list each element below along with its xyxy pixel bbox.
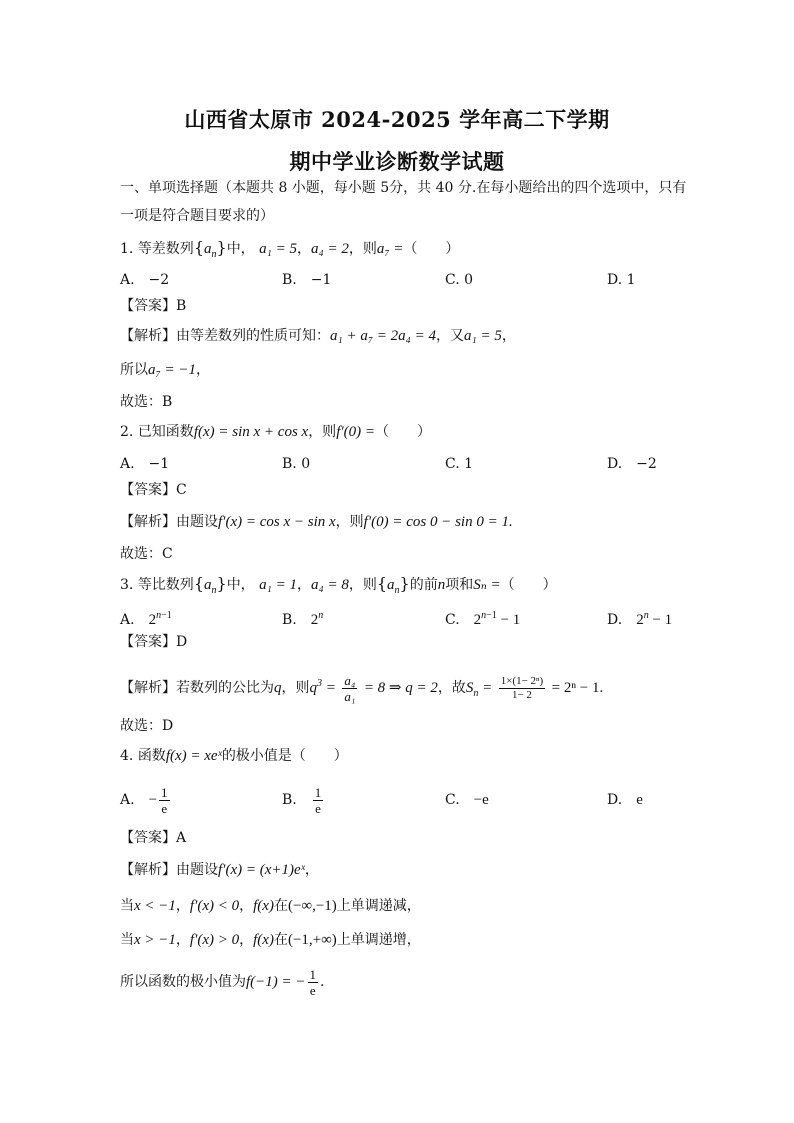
- q4-option-d: D. e: [607, 792, 643, 808]
- q1-option-a: A. −2: [120, 272, 170, 288]
- q4-analysis-line2: 当x < −1，f′(x) < 0，f(x)在(−∞,−1)上单调递减，: [120, 898, 421, 914]
- q4-analysis-line3: 当x > −1，f′(x) > 0，f(x)在(−1,+∞)上单调递增，: [120, 932, 421, 948]
- q1-choose: 故选：B: [120, 394, 173, 410]
- q2-analysis: 【解析】由题设f′(x) = cos x − sin x，则f′(0) = cos 0 − sin 0 = 1.: [120, 514, 513, 530]
- q3-option-c: C. $2^{n-1} - 1$: [445, 610, 521, 628]
- q4-answer: 【答案】A: [120, 830, 187, 846]
- q3-option-b: B. 2$^n$: [282, 610, 324, 628]
- q4-option-c: C. −e: [445, 792, 489, 808]
- q3-answer: 【答案】D: [120, 634, 188, 650]
- section-heading-cont: 一项是符合题目要求的）: [120, 208, 274, 224]
- q2-option-c: C. 1: [445, 456, 474, 472]
- q1-option-d: D. 1: [607, 272, 636, 288]
- q4-analysis-line4: 所以函数的极小值为f(−1) = − $\frac{1}{e}$ .: [120, 966, 325, 998]
- q3-choose: 故选：D: [120, 718, 174, 734]
- q3-analysis: 【解析】若数列的公比为q，则$q^3$ = $\frac{\text{a₄}}{\text{a₁}}$ = 8 ⇒ q = 2，故$S_n$ = $\frac{\text{1×(1− 2ⁿ)}}{1- 2}$ = 2ⁿ − 1.: [120, 672, 604, 704]
- q2-option-b: B. 0: [282, 456, 311, 472]
- q1-option-b: B. −1: [282, 272, 332, 288]
- q3-option-d: D. $2^n - 1$: [607, 610, 673, 628]
- question-2-stem: 2. 已知函数f(x) = sin x + cos x，则f′(0) =（ ）: [120, 424, 431, 440]
- question-4-stem: 4. 函数f(x) = xeˣ的极小值是（ ）: [120, 748, 348, 764]
- q2-option-d: D. −2: [607, 456, 657, 472]
- q1-answer: 【答案】B: [120, 298, 187, 314]
- q2-option-a: A. −1: [120, 456, 170, 472]
- q2-choose: 故选：C: [120, 546, 173, 562]
- q2-answer: 【答案】C: [120, 482, 187, 498]
- q1-analysis: 【解析】由等差数列的性质可知：a₁ + a₇ = 2a₄ = 4，又a₁ = 5，: [120, 328, 516, 344]
- sum-fraction: $\frac{\text{1×(1− 2ⁿ)}}{1- 2}$: [500, 674, 544, 701]
- q4-option-b: B. $\frac{1}{e}$: [282, 784, 322, 816]
- page-title-line1: 山西省太原市 2024-2025 学年高二下学期: [184, 107, 610, 132]
- ratio-fraction: $\frac{\text{a₄}}{\text{a₁}}$: [344, 672, 356, 704]
- page-title-line2: 期中学业诊断数学试题: [289, 149, 505, 174]
- question-3-stem: 3. 等比数列$\{a_n\}$中， a₁ = 1，a₄ = 8，则$\{a_n\}$的前n项和Sₙ =（ ）: [120, 574, 557, 596]
- q3-option-a: A. $2^{n-1}$: [120, 610, 172, 628]
- section-heading: 一、单项选择题（本题共 8 小题，每小题 5分，共 40 分.在每小题给出的四个选项中，只有: [120, 180, 687, 196]
- q1-option-c: C. 0: [445, 272, 474, 288]
- q4-analysis: 【解析】由题设f′(x) = (x+1)eˣ，: [120, 862, 319, 878]
- question-1-stem: 1. 等差数列$\{a_n\}$中， a₁ = 5，a₄ = 2，则a₇ =（ ）: [120, 238, 460, 260]
- q1-analysis-line2: 所以a₇ = −1，: [120, 362, 210, 378]
- q4-option-a: A. − $\frac{1}{e}$: [120, 784, 168, 816]
